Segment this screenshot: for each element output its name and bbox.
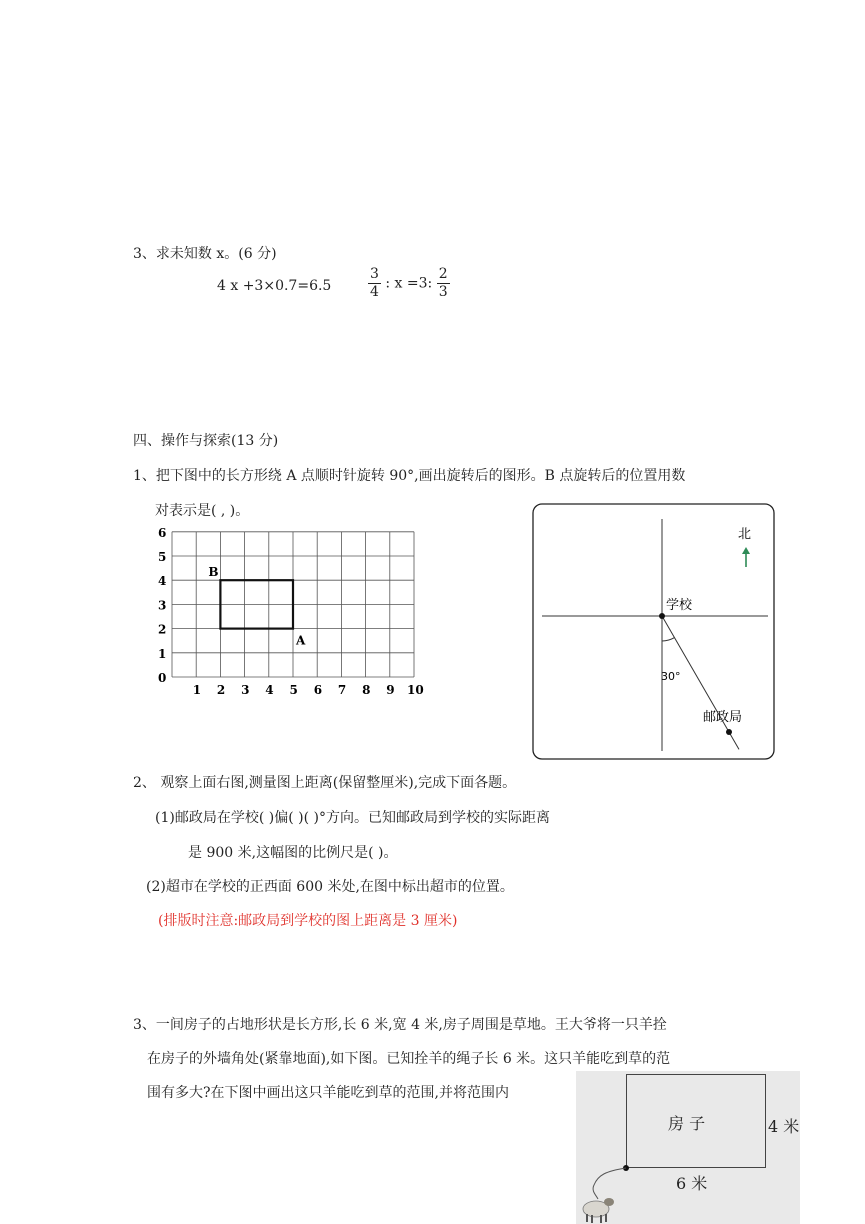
x-tick-label: 10 — [407, 683, 424, 697]
fraction-two-thirds: $\frac{2}{3}$ — [438, 266, 448, 300]
x-tick-label: 3 — [241, 683, 250, 697]
q1-line2: 对表示是( , )。 — [155, 503, 250, 519]
y-tick-label: 1 — [158, 646, 167, 661]
fraction-three-quarters: $\frac{3}{4}$ — [370, 266, 379, 300]
school-label: 学校 — [666, 598, 693, 613]
q3-line2: 在房子的外墙角处(紧靠地面),如下图。已知拴羊的绳子长 6 米。这只羊能吃到草的范 — [147, 1051, 671, 1067]
post-office-dot — [726, 729, 732, 735]
x-tick-label: 6 — [313, 683, 323, 697]
q3-line1: 3、一间房子的占地形状是长方形,长 6 米,宽 4 米,房子周围是草地。王大爷将一只羊拴 — [133, 1017, 667, 1033]
house-length-label: 6 米 — [676, 1174, 708, 1193]
y-tick-label: 4 — [158, 574, 167, 589]
x-tick-label: 9 — [386, 683, 395, 697]
layout-note: (排版时注意:邮政局到学校的图上距离是 3 厘米) — [158, 913, 458, 929]
coordinate-grid — [150, 522, 430, 702]
x-tick-label: 7 — [337, 683, 347, 697]
section3-title: 3、求未知数 x。(6 分) — [133, 246, 277, 262]
q2-2: (2)超市在学校的正西面 600 米处,在图中标出超市的位置。 — [146, 879, 514, 895]
equation-2-middle: : x =3: — [385, 275, 433, 292]
q1-line1: 1、把下图中的长方形绕 A 点顺时针旋转 90°,画出旋转后的图形。B 点旋转后的位置用数 — [133, 468, 686, 484]
point-label-a: A — [296, 633, 306, 648]
rope-and-sheep — [576, 1161, 636, 1224]
school-dot — [659, 613, 665, 619]
x-tick-label: 2 — [216, 683, 226, 697]
grid-tick-labels — [158, 526, 424, 697]
north-label: 北 — [738, 527, 752, 542]
house-width-label: 4 米 — [768, 1117, 800, 1136]
x-tick-label: 8 — [362, 683, 371, 697]
direction-map — [532, 503, 776, 761]
house-diagram — [576, 1071, 800, 1224]
sheep-icon — [583, 1198, 614, 1223]
q2-1-line2: 是 900 米,这幅图的比例尺是( )。 — [188, 845, 398, 861]
x-tick-label: 1 — [192, 683, 202, 697]
x-tick-label: 5 — [289, 683, 298, 697]
y-tick-label: 3 — [158, 598, 167, 613]
equation-2 — [368, 266, 450, 301]
house-label: 房 子 — [668, 1114, 706, 1133]
angle-label: 30° — [661, 670, 681, 683]
y-tick-label: 5 — [158, 550, 167, 564]
q2-title: 2、 观察上面右图,测量图上距离(保留整厘米),完成下面各题。 — [133, 775, 517, 791]
y-tick-label: 2 — [158, 622, 167, 637]
equation-1: 4 x +3×0.7=6.5 — [217, 278, 332, 294]
rope — [593, 1168, 626, 1199]
post-office-label: 邮政局 — [703, 710, 743, 725]
q3-line3: 围有多大?在下图中画出这只羊能吃到草的范围,并将范围内 — [147, 1085, 509, 1101]
y-tick-label: 6 — [158, 525, 167, 540]
part4-title: 四、操作与探索(13 分) — [133, 433, 279, 449]
q2-1-line1: (1)邮政局在学校( )偏( )( )°方向。已知邮政局到学校的实际距离 — [155, 810, 550, 826]
point-label-b: B — [208, 565, 219, 580]
y-tick-label: 0 — [158, 671, 167, 685]
x-tick-label: 4 — [265, 683, 274, 697]
